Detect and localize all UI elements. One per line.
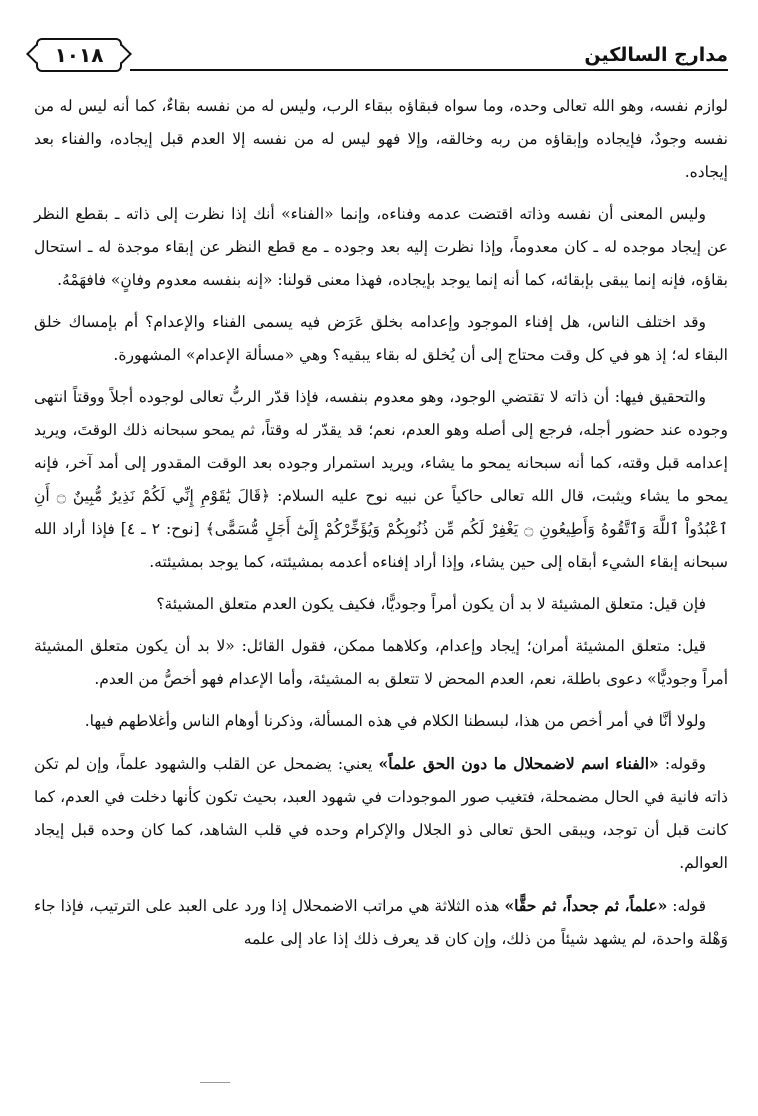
paragraph: فإن قيل: متعلق المشيئة لا بد أن يكون أمراً وجوديًّا، فكيف يكون العدم متعلق المشيئة؟ (156, 595, 706, 613)
bottom-mark (200, 1082, 230, 1083)
paragraph-lead: وقوله: (658, 755, 706, 773)
paragraph: وليس المعنى أن نفسه وذاته اقتضت عدمه وفناءه، وإنما «الفناء» أنك إذا نظرت إلى ذاته ـ بقطع النظر عن إيجاد موجده له ـ كان معدوماً، وإذا نظرت إليه بعد وجوده ـ مع قطع النظر عن إبقاء موجدة له ـ استحال بقاؤه، فإنه إنما يبقى بإبقائه، كما أنه إنما يوجد بإيجاده، فهذا معنى قولنا: «إنه بنفسه معدوم وفانٍ» فافهَمْهُ. (34, 205, 728, 289)
paragraph-rest: يعني: يضمحل عن القلب والشهود علماً، وإن لم تكن ذاته فانية في الحال مضمحلة، فتغيب صور الموجودات في شهود العبد، بحيث تكون كأنها دخلت في العدم، كما كانت قبل أن توجد، ويبقى الحق تعالى ذو الجلال والإكرام وحده في قلب الشاهد، كما كان وحده قبل إيجاد العوالم. (34, 755, 728, 872)
main-text (34, 90, 728, 965)
paragraph-with-quran-verse: والتحقيق فيها: أن ذاته لا تقتضي الوجود، وهو معدوم بنفسه، فإذا قدّر الربُّ تعالى لوجوده أجلاً ووقتاً انتهى وجوده عند حضور أجله، فرجع إلى أصله وهو العدم، نعم؛ قد يقدّر له وقتاً، ثم يمحو سبحانه ذلك الوقتَ، ويريد إعدامه قبل وقته، كما أنه سبحانه يمحو ما يشاء، ويريد استمرار وجوده بعد الوقت المقدور إلى أمد آخر، فإنه يمحو ما يشاء ويثبت، قال الله تعالى حاكياً عن نبيه نوح عليه السلام: ﴿قَالَ يَٰقَوْمِ إِنِّي لَكُمْ نَذِيرٌ مُّبِينٌ ۝ أَنِ ٱعْبُدُواْ ٱللَّهَ وَٱتَّقُوهُ وَأَطِيعُونِ ۝ يَغْفِرْ لَكُم مِّن ذُنُوبِكُمْ وَيُؤَخِّرْكُمْ إِلَىٰٓ أَجَلٍ مُّسَمًّى﴾ [نوح: ٢ ـ ٤] فإذا أراد الله سبحانه إبقاء الشيء أبقاه إلى حين يشاء، وإذا أراد إفناءه أعدمه بمشيئته، كما يوجد بمشيئته. (34, 388, 729, 571)
paragraph (34, 747, 728, 880)
paragraph: وقد اختلف الناس، هل إفناء الموجود وإعدامه بخلق عَرَض فيه يسمى الفناء والإعدام؟ أم بإمساك خلق البقاء له؛ إذ هو في كل وقت محتاج إلى أن يُخلق له بقاء يبقيه؟ وهي «مسألة الإعدام» المشهورة. (34, 313, 728, 364)
page-header (30, 36, 728, 76)
running-title: مدارج السالكين (584, 44, 728, 66)
quoted-phrase: «علماً، ثم جحداً، ثم حقًّا» (504, 896, 668, 915)
page-number: ١٠١٨ (36, 38, 122, 72)
paragraph: لوازم نفسه، وهو الله تعالى وحده، وما سواه فبقاؤه ببقاء الرب، وليس له من نفسه بقاءٌ، كما أنه ليس له من نفسه وجودٌ، فإيجاده وإبقاؤه من ربه وخالقه، وإلا فهو ليس له من نفسه إلا العدم قبل إيجاده، والفناء بعد إيجاده. (34, 97, 728, 181)
paragraph-lead: قوله: (667, 897, 706, 915)
paragraph-rest: هذه الثلاثة هي مراتب الاضمحلال إذا ورد على العبد على الترتيب، فإذا جاء وَهْلة واحدة، لم يشهد شيئاً من ذلك، وإن كان قد يعرف ذلك إذا عاد إلى علمه (34, 897, 728, 948)
header-rule (130, 69, 728, 71)
paragraph (34, 889, 728, 956)
paragraph: قيل: متعلق المشيئة أمران؛ إيجاد وإعدام، وكلاهما ممكن، فقول القائل: «لا بد أن يكون متعلق المشيئة أمراً وجوديًّا» دعوى باطلة، نعم، العدم المحض لا تتعلق به المشيئة، وأما الإعدام فهو أخصُّ من العدم. (34, 637, 728, 688)
quoted-phrase: «الفناء اسم لاضمحلال ما دون الحق علماً» (378, 754, 659, 773)
paragraph: ولولا أنَّا في أمر أخص من هذا، لبسطنا الكلام في هذه المسألة، وذكرنا أوهام الناس وأغلاطهم فيها. (84, 712, 706, 730)
